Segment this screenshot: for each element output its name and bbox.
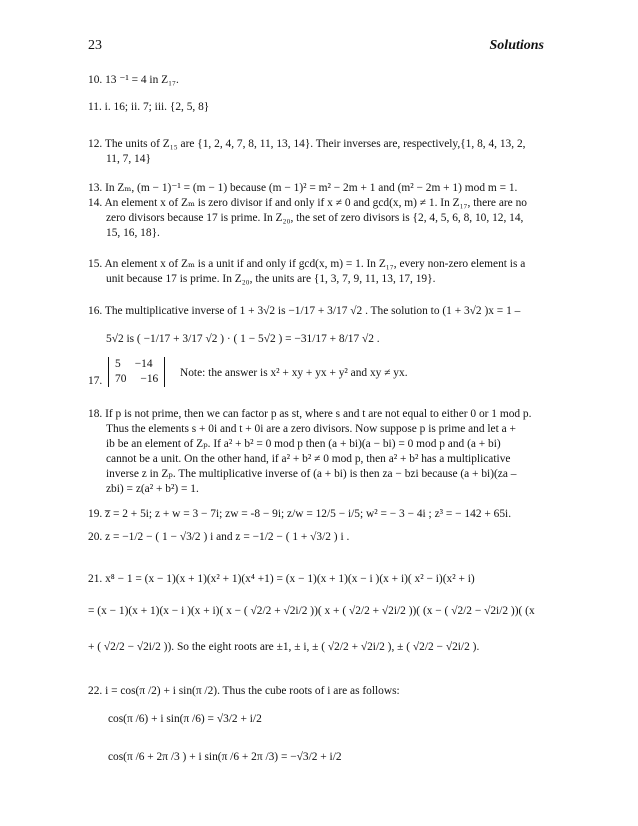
solution-18-line-6: zbi) = z(a² + b²) = 1.: [106, 483, 199, 495]
matrix-entry: −16: [140, 373, 159, 385]
solution-22-line-1: 22. i = cos(π /2) + i sin(π /2). Thus the cube roots of i are as follows:: [88, 685, 400, 697]
solution-12-line-1: 12. The units of Z₁₅ are {1, 2, 4, 7, 8, 11, 13, 14}. Their inverses are, respectively,{1, 8, 4, 13, 2,: [88, 138, 526, 150]
solution-14-line-1: 14. An element x of Zₘ is zero divisor if and only if x ≠ 0 and gcd(x, m) ≠ 1. In Z₁₇, there are no: [88, 197, 527, 209]
solution-18-line-1: 18. If p is not prime, then we can factor p as st, where s and t are not equal to either 0 or 1 mod p.: [88, 408, 532, 420]
solution-17-note: Note: the answer is x² + xy + yx + y² and xy ≠ yx.: [180, 367, 408, 379]
solution-13: 13. In Zₘ, (m − 1)⁻¹ = (m − 1) because (m − 1)² = m² − 2m + 1 and (m² − 2m + 1) mod m = 1.: [88, 182, 518, 194]
solution-21-line-2: = (x − 1)(x + 1)(x − i )(x + i)( x − ( √2/2 + √2i/2 ))( x + ( √2/2 + √2i/2 ))( (x − ( √2/2 − √2i/2 ))( (x: [88, 605, 535, 617]
matrix-entry: 5: [115, 358, 121, 370]
page-number: 23: [88, 38, 102, 53]
solution-21-line-3: + ( √2/2 − √2i/2 )). So the eight roots are ±1, ± i, ± ( √2/2 + √2i/2 ), ± ( √2/2 − √2i/2 ).: [88, 641, 480, 653]
solution-10: 10. 13 ⁻¹ = 4 in Z₁₇.: [88, 74, 179, 86]
solution-16-line-2: 5√2 is ( −1/17 + 3/17 √2 ) · ( 1 − 5√2 ) = −31/17 + 8/17 √2 .: [106, 333, 380, 345]
solution-17-matrix: [108, 357, 165, 387]
solution-17-label: 17.: [88, 375, 103, 387]
solution-12-line-2: 11, 7, 14}: [106, 153, 151, 165]
matrix-entry: 70: [115, 373, 127, 385]
solution-11: 11. i. 16; ii. 7; iii. {2, 5, 8}: [88, 101, 210, 113]
solution-22-line-2: cos(π /6) + i sin(π /6) = √3/2 + i/2: [108, 713, 262, 725]
solution-14-line-2: zero divisors because 17 is prime. In Z₂₀, the set of zero divisors is {2, 4, 5, 6, 8, 10, 12, 14,: [106, 212, 524, 224]
solution-16-line-1: 16. The multiplicative inverse of 1 + 3√2 is −1/17 + 3/17 √2 . The solution to (1 + 3√2 )x = 1 –: [88, 305, 521, 317]
solution-15-line-1: 15. An element x of Zₘ is a unit if and only if gcd(x, m) = 1. In Z₁₇, every non-zero element is a: [88, 258, 526, 270]
solution-19: 19. z̅ = 2 + 5i; z + w = 3 − 7i; zw = -8 − 9i; z/w = 12/5 − i/5; w² = − 3 − 4i ; z³ = − 142 + 65i.: [88, 508, 512, 520]
solution-15-line-2: unit because 17 is prime. In Z₂₀, the units are {1, 3, 7, 9, 11, 13, 17, 19}.: [106, 273, 436, 285]
solution-18-line-4: cannot be a unit. On the other hand, if a² + b² ≠ 0 mod p, then a² + b² has a multiplicative: [106, 453, 511, 465]
solution-18-line-2: Thus the elements s + 0i and t + 0i are a zero divisors. Now suppose p is prime and let a +: [106, 423, 516, 435]
solution-22-line-3: cos(π /6 + 2π /3 ) + i sin(π /6 + 2π /3) = −√3/2 + i/2: [108, 751, 342, 763]
solution-21-line-1: 21. x⁸ − 1 = (x − 1)(x + 1)(x² + 1)(x⁴ +1) = (x − 1)(x + 1)(x − i )(x + i)( x² − i)(x² + i): [88, 573, 475, 585]
solution-14-line-3: 15, 16, 18}.: [106, 227, 160, 239]
matrix-entry: −14: [134, 358, 153, 370]
solution-18-line-3: ib be an element of Zₚ. If a² + b² = 0 mod p then (a + bi)(a − bi) = 0 mod p and (a + bi): [106, 438, 501, 450]
solution-18-line-5: inverse z in Zₚ. The multiplicative inverse of (a + bi) is then za − bzi because (a + bi)(za –: [106, 468, 517, 480]
solution-20: 20. z = −1/2 − ( 1 − √3/2 ) i and z = −1/2 − ( 1 + √3/2 ) i .: [88, 531, 350, 543]
running-title: Solutions: [489, 38, 544, 53]
